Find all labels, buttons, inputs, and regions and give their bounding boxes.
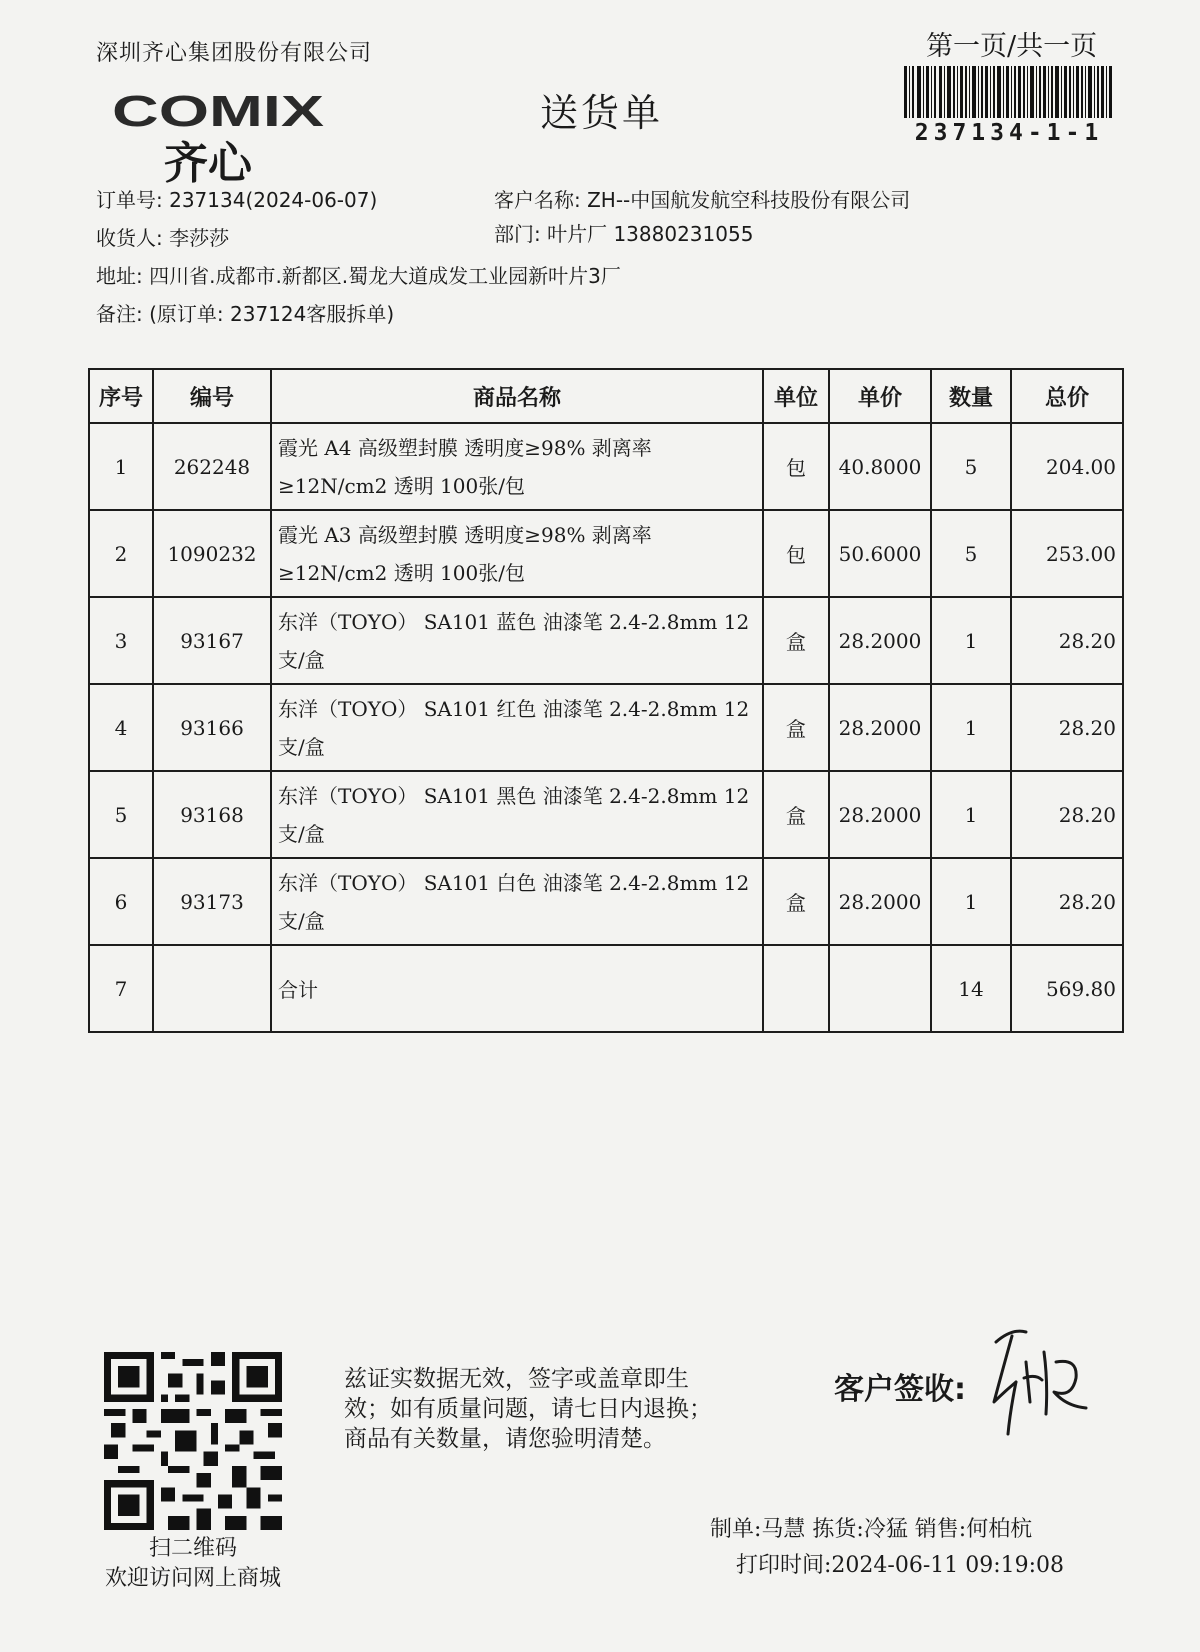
cell-total: 28.20: [1011, 684, 1123, 771]
table-header-row: [89, 369, 1123, 423]
cell-product-name: 东洋（TOYO） SA101 白色 油漆笔 2.4-2.8mm 12支/盒: [271, 858, 763, 945]
cell-code-empty: [153, 945, 271, 1032]
cell-total: 28.20: [1011, 858, 1123, 945]
cell-code: 93173: [153, 858, 271, 945]
customer-sign-label: 客户签收:: [834, 1372, 966, 1407]
cell-unit-price: 28.2000: [829, 771, 931, 858]
cell-total: 253.00: [1011, 510, 1123, 597]
cell-unit-price: 40.8000: [829, 423, 931, 510]
cell-unit-price: 28.2000: [829, 684, 931, 771]
comix-logo: [112, 84, 342, 184]
cell-product-name: 霞光 A3 高级塑封膜 透明度≥98% 剥离率≥12N/cm2 透明 100张/包: [271, 510, 763, 597]
cell-quantity: 5: [931, 423, 1011, 510]
handwritten-signature: [982, 1322, 1092, 1442]
cell-unit: 盒: [763, 771, 829, 858]
cell-seq: 7: [89, 945, 153, 1032]
table-row: [89, 423, 1123, 510]
receiver: 收货人: 李莎莎: [96, 226, 230, 250]
barcode-number: 237134-1-1: [914, 120, 1104, 146]
order-number: 订单号: 237134(2024-06-07): [96, 188, 378, 212]
table-row: [89, 684, 1123, 771]
header-unit: 单位: [763, 369, 829, 423]
cell-product-name: 东洋（TOYO） SA101 红色 油漆笔 2.4-2.8mm 12支/盒: [271, 684, 763, 771]
staff-info: 制单:马慧 拣货:冷猛 销售:何柏杭: [710, 1517, 1033, 1542]
cell-unit: 包: [763, 510, 829, 597]
cell-unit-price: 28.2000: [829, 858, 931, 945]
logo-cn-name: 齐心: [164, 138, 252, 184]
department: 部门: 叶片厂 13880231055: [494, 222, 754, 246]
cell-seq: 5: [89, 771, 153, 858]
cell-seq: 1: [89, 423, 153, 510]
table-row: [89, 510, 1123, 597]
header-seq: 序号: [89, 369, 153, 423]
cell-seq: 3: [89, 597, 153, 684]
cell-code: 93166: [153, 684, 271, 771]
customer-name: 客户名称: ZH--中国航发航空科技股份有限公司: [494, 188, 911, 212]
cell-seq: 6: [89, 858, 153, 945]
company-name: 深圳齐心集团股份有限公司: [96, 41, 373, 66]
cell-unit-price: 50.6000: [829, 510, 931, 597]
notice-text: [344, 1364, 712, 1454]
qr-code-icon: [104, 1352, 282, 1530]
header-total: 总价: [1011, 369, 1123, 423]
cell-product-name: 霞光 A4 高级塑封膜 透明度≥98% 剥离率≥12N/cm2 透明 100张/包: [271, 423, 763, 510]
header-product-name: 商品名称: [271, 369, 763, 423]
header-code: 编号: [153, 369, 271, 423]
cell-unit-empty: [763, 945, 829, 1032]
cell-unit: 盒: [763, 684, 829, 771]
summary-total: 569.80: [1011, 945, 1123, 1032]
header-unit-price: 单价: [829, 369, 931, 423]
cell-quantity: 1: [931, 771, 1011, 858]
cell-product-name: 东洋（TOYO） SA101 蓝色 油漆笔 2.4-2.8mm 12支/盒: [271, 597, 763, 684]
summary-label: 合计: [271, 945, 763, 1032]
items-table: [88, 368, 1124, 1033]
summary-row: [89, 945, 1123, 1032]
notice-line-3: 商品有关数量，请您验明清楚。: [344, 1426, 666, 1452]
table-row: [89, 597, 1123, 684]
cell-total: 28.20: [1011, 597, 1123, 684]
notice-line-1: 兹证实数据无效，签字或盖章即生: [344, 1366, 689, 1392]
cell-unit: 盒: [763, 858, 829, 945]
remark: 备注: (原订单: 237124客服拆单): [96, 302, 395, 326]
header-quantity: 数量: [931, 369, 1011, 423]
cell-code: 93168: [153, 771, 271, 858]
cell-total: 28.20: [1011, 771, 1123, 858]
qr-caption-line-1: 扫二维码: [148, 1536, 237, 1561]
cell-product-name: 东洋（TOYO） SA101 黑色 油漆笔 2.4-2.8mm 12支/盒: [271, 771, 763, 858]
cell-code: 93167: [153, 597, 271, 684]
address: 地址: 四川省.成都市.新都区.蜀龙大道成发工业园新叶片3厂: [96, 264, 621, 288]
cell-quantity: 1: [931, 684, 1011, 771]
cell-unit-price: 28.2000: [829, 597, 931, 684]
notice-line-2: 效；如有质量问题，请七日内退换；: [344, 1396, 712, 1422]
print-time: 打印时间:2024-06-11 09:19:08: [736, 1553, 1065, 1578]
cell-unit: 盒: [763, 597, 829, 684]
cell-quantity: 1: [931, 597, 1011, 684]
qr-caption-line-2: 欢迎访问网上商城: [104, 1566, 281, 1591]
cell-seq: 2: [89, 510, 153, 597]
table-row: [89, 771, 1123, 858]
page-indicator: 第一页/共一页: [926, 31, 1098, 62]
cell-quantity: 1: [931, 858, 1011, 945]
document-title: 送货单: [540, 91, 664, 135]
table-row: [89, 858, 1123, 945]
cell-price-empty: [829, 945, 931, 1032]
cell-seq: 4: [89, 684, 153, 771]
cell-code: 262248: [153, 423, 271, 510]
cell-total: 204.00: [1011, 423, 1123, 510]
qr-caption: [80, 1534, 306, 1594]
cell-quantity: 5: [931, 510, 1011, 597]
summary-quantity: 14: [931, 945, 1011, 1032]
logo-wordmark: COMIX: [112, 87, 324, 136]
cell-code: 1090232: [153, 510, 271, 597]
barcode-image: [904, 66, 1114, 118]
cell-unit: 包: [763, 423, 829, 510]
